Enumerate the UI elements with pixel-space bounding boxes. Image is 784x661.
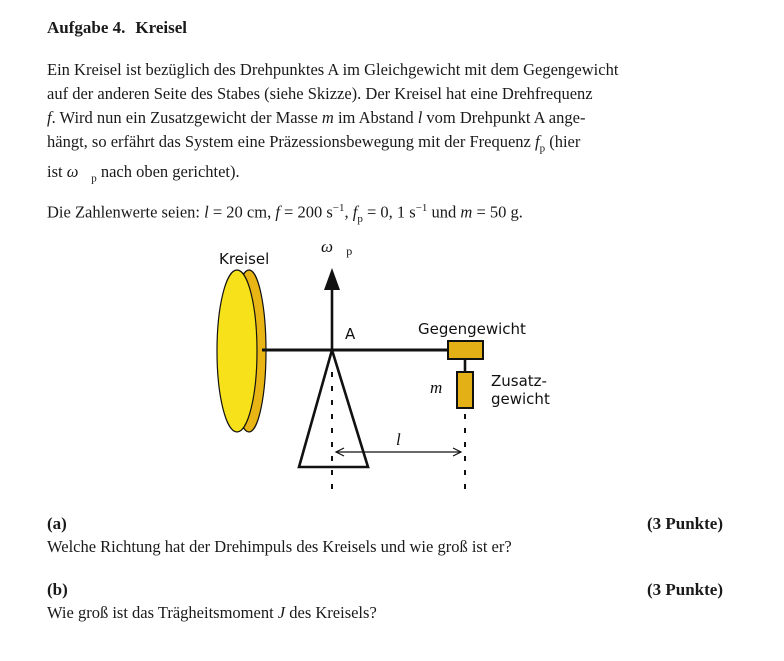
label-pivot-a: A	[345, 325, 356, 343]
value-m: = 50 g.	[472, 202, 523, 222]
sub-p: p	[91, 172, 97, 185]
part-a-question: Welche Richtung hat der Drehimpuls des Kreisels und wie groß ist er?	[47, 537, 512, 556]
intro-text: nach oben gerichtet).	[96, 162, 240, 182]
var-f: f	[275, 202, 280, 222]
additional-weight	[457, 372, 473, 408]
values-lead: Die Zahlenwerte seien:	[47, 202, 205, 222]
part-b-label: (b)	[47, 580, 68, 599]
part-b-header	[47, 580, 723, 600]
sub-p: p	[539, 142, 546, 155]
label-counterweight: Gegengewicht	[418, 320, 526, 338]
intro-text: im Abstand	[333, 108, 418, 127]
disk-face	[217, 270, 257, 432]
value-l: = 20 cm,	[208, 202, 276, 222]
exp: −1	[415, 202, 428, 214]
var-j: J	[277, 603, 286, 622]
var-fp: f	[535, 132, 540, 151]
omega-sub: p	[346, 244, 353, 258]
var-m: m	[460, 202, 473, 222]
label-zusatz-1: Zusatz-	[491, 372, 547, 390]
label-zusatz-2: gewicht	[491, 390, 550, 408]
var-m: m	[321, 108, 334, 127]
exp: −1	[332, 202, 345, 214]
part-a-label: (a)	[47, 514, 67, 533]
counterweight	[448, 341, 483, 359]
var-omega: ω⃗	[66, 162, 92, 182]
intro-line-1: Ein Kreisel ist bezüglich des Drehpunktes A im Gleichgewicht mit dem Gegengewicht	[47, 60, 619, 79]
var-fp: f	[352, 202, 358, 222]
intro-text: hängt, so erfährt das System eine Präzessionsbewegung mit der Frequenz	[47, 132, 535, 151]
value-f: = 200 s	[279, 202, 333, 222]
sep: ,	[344, 202, 353, 222]
intro-text: ist	[47, 162, 67, 182]
intro-text: . Wird nun ein Zusatzgewicht der Masse	[51, 108, 322, 127]
exercise-number: Aufgabe 4.	[47, 18, 126, 37]
conj: und	[427, 202, 461, 222]
part-b-text: des Kreisels?	[285, 603, 377, 622]
intro-text: vom Drehpunkt A ange-	[422, 108, 586, 127]
label-mass-m: m	[430, 378, 443, 397]
part-b-points: (3 Punkte)	[646, 580, 723, 599]
var-l: l	[417, 108, 423, 127]
part-a-points: (3 Punkte)	[646, 514, 723, 533]
var-l: l	[204, 202, 209, 222]
omega-arrow-head	[324, 268, 340, 290]
part-b-question	[47, 603, 377, 623]
value-fp: = 0, 1 s	[362, 202, 416, 222]
omega-symbol: ω⃗	[321, 237, 347, 256]
label-omega	[321, 237, 352, 258]
part-b-text: Wie groß ist das Trägheitsmoment	[47, 603, 278, 622]
sub-p: p	[357, 212, 363, 225]
label-kreisel: Kreisel	[219, 250, 270, 268]
intro-text: (hier	[545, 132, 581, 151]
part-a-header	[47, 514, 723, 534]
intro-line-2: auf der anderen Seite des Stabes (siehe Skizze). Der Kreisel hat eine Drehfrequenz	[47, 84, 593, 103]
var-f: f	[47, 108, 52, 127]
label-distance-l: l	[396, 430, 401, 449]
exercise-title: Kreisel	[135, 18, 188, 37]
pivot-support	[299, 350, 368, 467]
